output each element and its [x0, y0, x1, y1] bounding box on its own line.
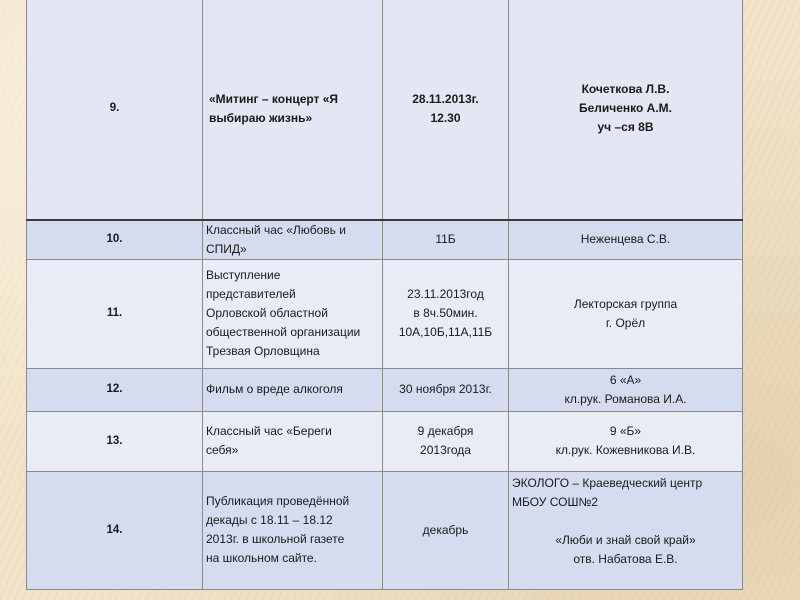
table-row	[27, 411, 743, 471]
table-row	[27, 0, 743, 220]
row-number: 12.	[27, 368, 203, 411]
date-cell: декабрь	[383, 471, 509, 589]
table-row	[27, 220, 743, 260]
spacer	[512, 512, 739, 531]
date-cell: 9 декабря 2013года	[383, 411, 509, 471]
date-cell: 23.11.2013год в 8ч.50мин. 10А,10Б,11А,11Б	[383, 259, 509, 368]
responsible-cell: Неженцева С.В.	[509, 220, 743, 260]
row-number: 13.	[27, 411, 203, 471]
events-table	[26, 0, 743, 590]
table-row	[27, 471, 743, 589]
row-number: 14.	[27, 471, 203, 589]
row-number: 9.	[27, 0, 203, 220]
date-cell: 30 ноября 2013г.	[383, 368, 509, 411]
date-cell: 11Б	[383, 220, 509, 260]
responsible-cell: 6 «А» кл.рук. Романова И.А.	[509, 368, 743, 411]
event-cell: Классный час «Береги себя»	[203, 411, 383, 471]
responsible-cell: ЭКОЛОГО – Краеведческий центр МБОУ СОШ№2 «Люби и знай свой край» отв. Набатова Е.В.	[509, 471, 743, 589]
responsible-cell: 9 «Б» кл.рук. Кожевникова И.В.	[509, 411, 743, 471]
date-cell: 28.11.2013г. 12.30	[383, 0, 509, 220]
row-number: 10.	[27, 220, 203, 260]
row-number: 11.	[27, 259, 203, 368]
event-cell: Фильм о вреде алкоголя	[203, 368, 383, 411]
responsible-cell: Лекторская группа г. Орёл	[509, 259, 743, 368]
table-row	[27, 368, 743, 411]
event-cell: Выступление представителей Орловской областной общественной организации Трезвая Орловщина	[203, 259, 383, 368]
event-cell: Классный час «Любовь и СПИД»	[203, 220, 383, 260]
table-row	[27, 259, 743, 368]
event-cell: «Митинг – концерт «Я выбираю жизнь»	[203, 0, 383, 220]
responsible-cell: Кочеткова Л.В. Беличенко А.М. уч –ся 8В	[509, 0, 743, 220]
event-cell: Публикация проведённой декады с 18.11 – 18.12 2013г. в школьной газете на школьном сайте.	[203, 471, 383, 589]
